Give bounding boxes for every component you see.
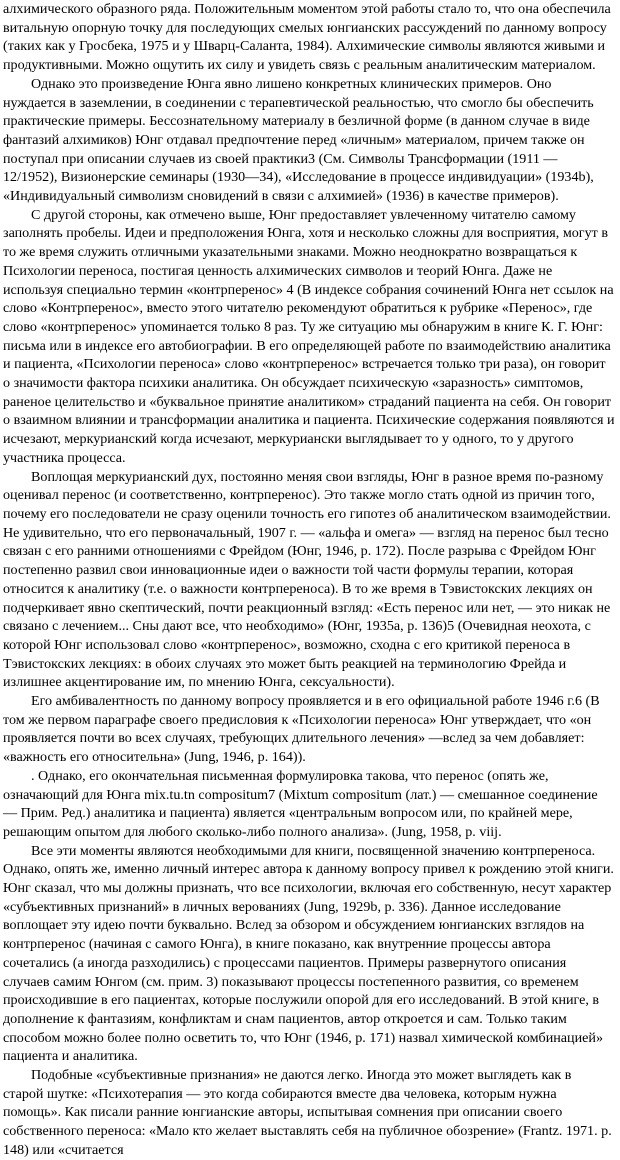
paragraph-7: Все эти моменты являются необходимыми для книги, посвященной значению контрпереноса. Однако, опять же, именно личный интерес автора к данному вопросу привел к рождению этой книги. Юнг сказал, что мы должны признать, что все психологии, включая его собственную, несут характер «субъективных признаний» в личных верованиях (Jung, 1929b, р. 336). Данное исследование воплощает эту идею почти буквально. Вслед за обзором и обсуждением юнгианских взглядов на контрперенос (начиная с самого Юнга), в книге показано, как внутренние процессы автора сочетались (а иногда разходились) с процессами пациентов. Примеры развернутого описания случаев самим Юнгом (см. прим. 3) показывают процессы постепенного развития, со временем происходившие в его пациентах, которые послужили опорой для его исследований. В этой книге, в дополнение к фантазиям, конфликтам и снам пациентов, автор откроется и сам. Только таким способом можно более полно осветить то, что Юнг (1946, р. 171) назвал химической комбинацией» пациента и аналитика. (3, 842, 614, 1065)
paragraph-8: Подобные «субъективные признания» не даются легко. Иногда это может выглядеть как в старой шутке: «Психотерапия — это когда собираются вместе два человека, которым нужна помощь». Как писали ранние юнгианские авторы, испытывая сомнения при описании своего собственного переноса: «Мало кто желает выставлять себя на публичное обозрение» (Frantz. 1971. р. 148) или «считается (3, 1067, 612, 1158)
paragraph-1: алхимического образного ряда. Положительным моментом этой работы стало то, что она обеспечила витальную опорную точку для последующих смелых юнгианских рассуждений по данному вопросу (таких как у Гросбека, 1975 и у Шварц-Саланта, 1984). Алхимические символы являются живыми и продуктивными. Можно ощутить их силу и увидеть связь с реальным аналитическим материалом. (3, 1, 611, 74)
paragraph-4: Воплощая меркурианский дух, постоянно меняя свои взгляды, Юнг в разное время по-разному оценивал перенос (и соответственно, контрперенос). Это также могло стать одной из причин того, почему его последователи не сразу оценили точность его гипотез об аналитическом взаимодействии. Не удивительно, что его первоначальный, 1907 г. — «альфа и омега» — взгляд на перенос был тесно связан с его ранними отношениями с Фрейдом (Юнг, 1946, р. 172). После разрыва с Фрейдом Юнг постепенно развил свои инновационные идеи о важности той части формулы терапии, которая относится к аналитику (т.е. о важности контрпереноса). В то же время в Тэвистокских лекциях он подчеркивает явно скептический, почти реакционный взгляд: «Есть перенос или нет, — это никак не связано с лечением... Сны дают все, что необходимо» (Юнг, 1935а, р. 136)5 (Очевидная неохота, с которой Юнг использовал слово «контрперенос», возможно, сходна с его критикой переноса в Тэвистокских лекциях: в обоих случаях это может быть реакцией на терминологию Фрейда и излишнее акцентирование им, по мнению Юнга, сексуальности). (3, 468, 611, 691)
paragraph-6: . Однако, его окончательная письменная формулировка такова, что перенос (опять же, означающий для Юнга mix.tu.tn compositum7 (Mixtum compositum (лат.) — смешанное соединение — Прим. Ред.) аналитика и пациента) является «центральным вопросом или, по крайней мере, решающим опытом для любого сколько-либо полного анализа». (Jung, 1958, p. viij. (3, 767, 598, 840)
document-page (3, 0, 615, 1158)
paragraph-2: Однако это произведение Юнга явно лишено конкретных клинических примеров. Оно нуждается в заземлении, в соединении с терапевтической реальностью, что смогло бы обеспечить практические примеры. Бессознательному материалу в безличной форме (в данном случае в виде фантазий алхимиков) Юнг отдавал предпочтение перед «личным» материалом, причем также он поступал при описании случаев из своей практики3 (См. Символы Трансформации (1911 — 12/1952), Визионерские семинары (1930—34), «Исследование в процессе индивидуации» (1934b), «Индивидуальный символизм сновидений в связи с алхимией» (1936) в качестве примеров). (3, 75, 594, 205)
paragraph-3: С другой стороны, как отмечено выше, Юнг предоставляет увлеченному читателю самому заполнять пробелы. Идеи и предположения Юнга, хотя и несколько сложны для восприятия, могут в то же время служить отличными указательными знаками. Можно неоднократно возвращаться к Психологии переноса, постигая ценность алхимических символов и теорий Юнга. Даже не используя специально термин «контрперенос» 4 (В индексе собрания сочинений Юнга нет ссылок на слово «Контрперенос», вместо этого читателю рекомендуют обратиться к рубрике «Перенос», где слово «контрперенос» упоминается только 8 раз. Ту же ситуацию мы обнаружим в книге К. Г. Юнг: письма или в индексе его автобиографии. В его определяющей работе по взаимодействию аналитика и пациента, «Психологии переноса» слово «контрперенос» встречается только три раза), он говорит о значимости фактора психики аналитика. Он обсуждает психическую «заразность» симптомов, раненое целительство и «буквальное принятие аналитиком» страданий пациента на себя. Он говорит о взаимном влиянии и трансформации аналитика и пациента. Психические содержания появляются и исчезают, меркурианский когда исчезают, меркуриански выглядывает то у одного, то у другого участника процесса. (3, 206, 615, 466)
paragraph-5: Его амбивалентность по данному вопросу проявляется и в его официальной работе 1946 г.6 (В том же первом параграфе своего предисловия к «Психологии переноса» Юнг утверждает, что «он проявляется почти во всех случаях, требующих длительного лечения» —вслед за чем добавляет: «важность его относительна» (Jung, 1946, р. 164)). (3, 693, 600, 766)
